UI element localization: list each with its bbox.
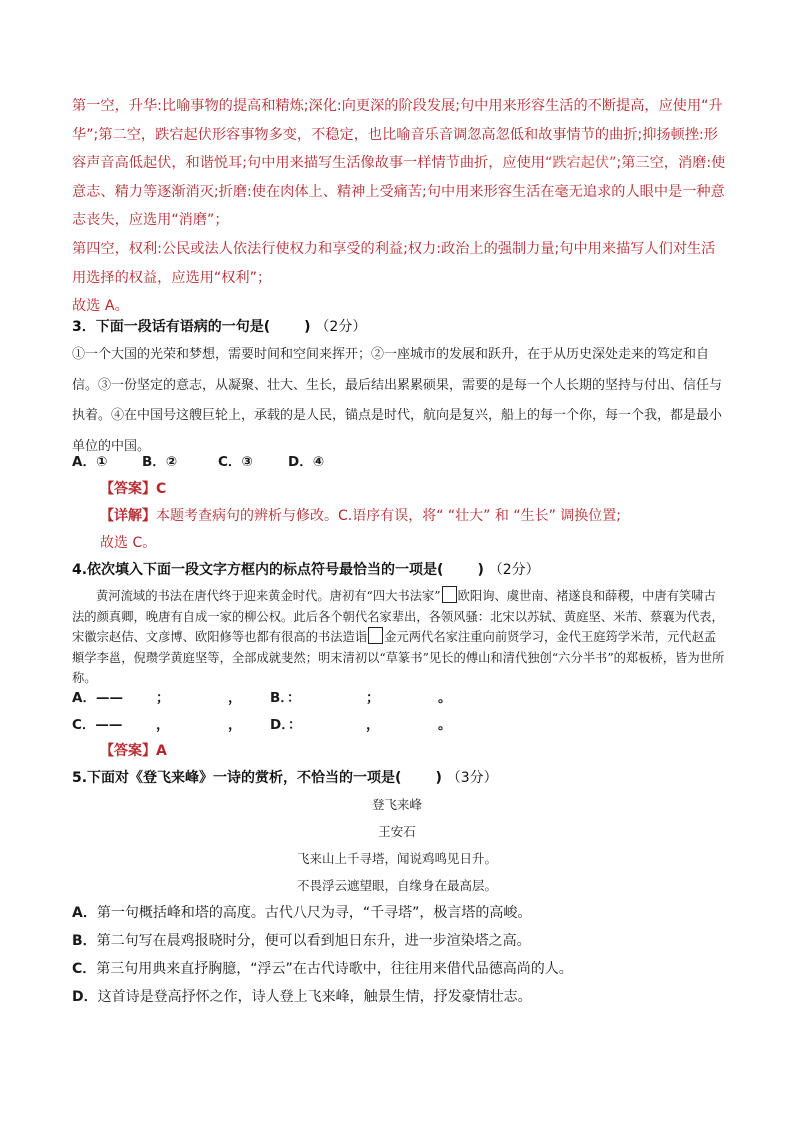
poem-author: 王安石 [378,824,416,839]
question-3-options [72,450,728,470]
question-3-stem: 3．下面一段话有语病的一句是( ) （2分） [72,319,367,335]
highlight-phrase: “跌宕起伏” [544,155,617,172]
question-4-stem: 4.依次填入下面一段文字方框内的标点符号最恰当的一项是( ) （2分） [72,562,540,578]
option-b-mark-3: 。 [438,690,452,706]
option-d-mark-3: 。 [438,717,452,733]
option-d-mark-2: ， [366,717,380,733]
option-d[interactable]: D．④ [288,454,325,470]
blank-box-1[interactable] [442,586,457,603]
question-4 [72,559,728,579]
poem-line-1: 飞来山上千寻塔，闻说鸡鸣见日升。 [296,851,497,866]
option-a-mark-3: ， [228,690,242,706]
question-3 [72,316,728,336]
question-4-options-row-2 [72,713,728,733]
question-4-passage: 黄河流域的书法在唐代终于迎来黄金时代。唐初有“四大书法家” 欧阳询、虞世南、褚遂良和薛稷，中唐有笑啸古法的颜真卿，晚唐有自成一家的柳公权。此后各个朝代名家辈出，各领风骚：北宋以苏轼、黄庭坚、米芾、蔡襄为代表，宋徽宗赵佶、文彦博、欧阳修等也都有很高的书法造诣 金元两代名家注重向前贤学习，金代王庭筠学米芾，元代赵孟頫学李邕，倪瓒学黄庭坚等，全部成就斐然；明末清初以“草篆书”见长的傅山和清代独创“六分半书”的郑板桥，皆为世所称。 [72,586,728,689]
option-a-mark-1[interactable]: A．—— [72,690,123,706]
question-4-options-row-1 [72,686,728,706]
poem-title: 登飞来峰 [371,797,422,812]
question-4-answer: 【答案】A [100,743,167,759]
analysis-paragraph-2: 第四空，权利:公民或法人依法行使权力和享受的利益;权力:政治上的强制力量;句中用来描写人们对生活用选择的权益，应选用“权利”； [72,240,716,286]
blank-box-2[interactable] [368,627,383,644]
question-5-stem: 5.下面对《登飞来峰》一诗的赏析，不恰当的一项是( ) （3分） [72,770,498,786]
option-d-mark-1[interactable]: D．： [270,717,302,733]
previous-analysis [72,92,728,321]
analysis-conclusion: 故选 A。 [72,298,129,315]
choice-d[interactable]: D．这首诗是登高抒怀之作，诗人登上飞来峰，触景生情，抒发豪情壮志。 [72,989,532,1005]
question-3-passage: ①一个大国的光荣和梦想，需要时间和空间来挥开；②一座城市的发展和跃升，在于从历史深处走来的笃定和自信。③一份坚定的意志，从凝聚、壮大、生长，最后结出累累硕果，需要的是每一个人长期的坚持与付出、信任与执着。④在中国号这艘巨轮上，承载的是人民，锚点是时代，航向是复兴，船上的每一个你，每一个我，都是最小单位的中国。 [72,347,723,454]
option-c-mark-2: ， [156,717,170,733]
option-b[interactable]: B．② [142,454,178,470]
option-b-mark-2: ； [366,690,380,706]
option-b-mark-1[interactable]: B．： [270,690,301,706]
analysis-paragraph-1: 第一空，升华:比喻事物的提高和精炼;深化:向更深的阶段发展;句中用来形容生活的不断提高，应使用“升华”;第二空，跌宕起伏形容事物多变，不稳定，也比喻音乐音调忽高忽低和故事情节的曲折;抑扬顿挫:形容声音高低起伏，和谐悦耳;句中用来描写生活像故事一样情节曲折，应使用“跌宕起伏”;第三空，消磨:使意志、精力等逐渐消灭;折磨:使在肉体上、精神上受痛苦;句中用来形容生活在毫无追求的人眼中是一种意志丧失，应选用“消磨”； [72,98,726,229]
question-5-choices [72,899,728,1011]
choice-a[interactable]: A．第一句概括峰和塔的高度。古代八尺为寻，“千寻塔”，极言塔的高峻。 [72,905,532,921]
question-5 [72,767,728,787]
question-3-conclusion: 故选 C。 [100,535,157,551]
question-3-answer: 【答案】C [100,481,167,497]
question-3-detail: 【详解】本题考查病句的辨析与修改。C.语序有误，将“ “壮大” 和 “生长” 调换位置; [100,508,622,524]
option-a-mark-2: ； [156,690,170,706]
option-a[interactable]: A．① [72,454,108,470]
choice-b[interactable]: B．第二句写在晨鸡报晓时分，便可以看到旭日东升，进一步渲染塔之高。 [72,933,531,949]
option-c-mark-3: ， [228,717,242,733]
poem-line-2: 不畏浮云遮望眼，自缘身在最高层。 [296,878,497,893]
option-c-mark-1[interactable]: C．—— [72,717,123,733]
choice-c[interactable]: C．第三句用典来直抒胸臆，“浮云”在古代诗歌中，往往用来借代品德高尚的人。 [72,961,573,977]
option-c[interactable]: C．③ [218,454,253,470]
